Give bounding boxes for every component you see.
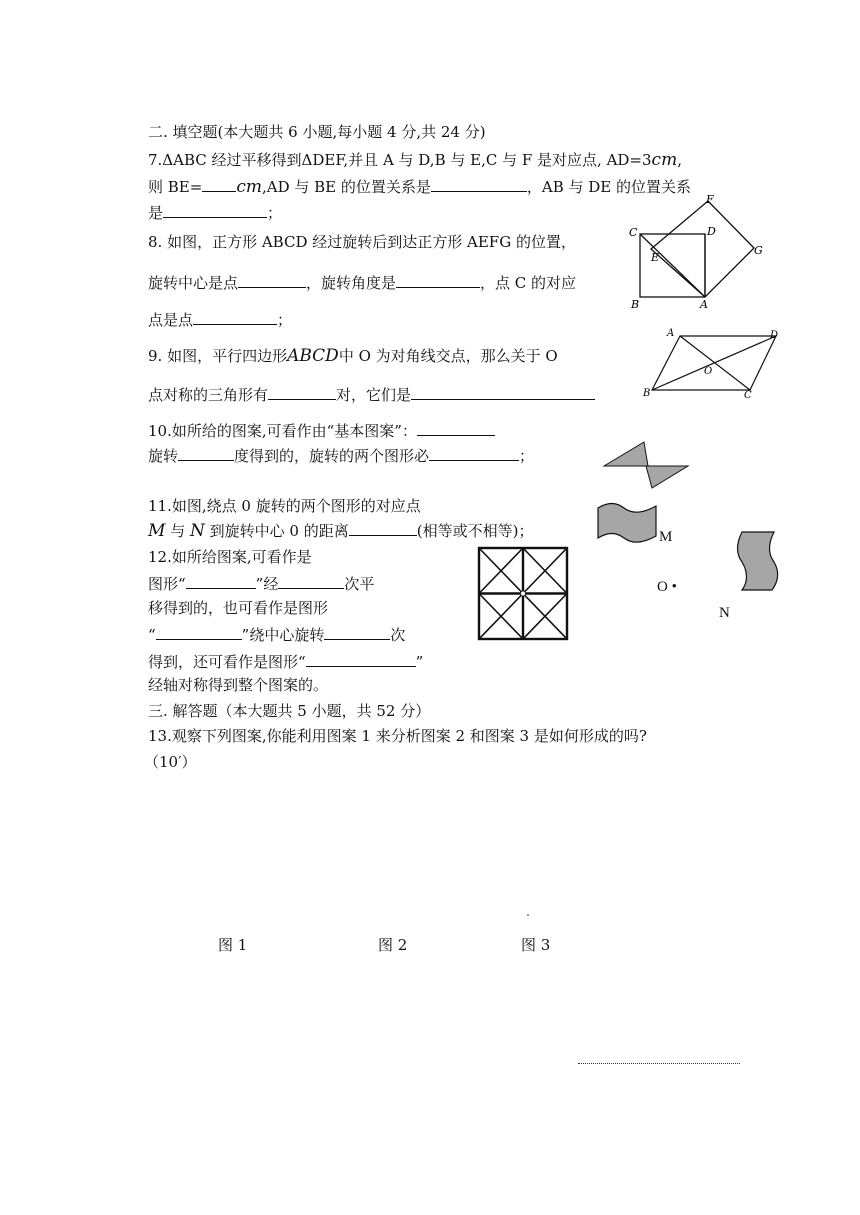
q10-line-1 xyxy=(148,420,495,441)
q11-flag-shape-m xyxy=(594,500,660,546)
q7-unit-2: cm xyxy=(236,177,262,197)
q8-center-blank[interactable] xyxy=(238,272,306,288)
q8-label-g: G xyxy=(754,244,763,257)
q12-translate-blank[interactable] xyxy=(278,573,344,589)
q9-label-d: D xyxy=(770,330,779,341)
q7-ab-de-label: ，AB 与 DE 的位置关系 xyxy=(526,178,692,196)
q12-translate-label: 次平 xyxy=(344,575,375,593)
q9-label-a: A xyxy=(667,328,675,339)
section-2-heading: 二. 填空题(本大题共 6 小题,每小题 4 分,共 24 分) xyxy=(148,123,486,141)
q12-shape-blank[interactable] xyxy=(186,573,256,589)
q10-rotate-label: 旋转 xyxy=(148,447,179,465)
q7-line-2 xyxy=(148,176,691,197)
q9-line-1 xyxy=(148,346,558,366)
q13-line-1: 13.观察下列图案,你能利用图案 1 来分析图案 2 和图案 3 是如何形成的吗? xyxy=(148,727,647,745)
q12-line-2 xyxy=(148,573,374,594)
section-3-heading: 三. 解答题（本大题共 5 小题，共 52 分） xyxy=(148,702,431,720)
q9-count-label: 点对称的三角形有 xyxy=(148,386,269,404)
q8-center-label: 旋转中心是点 xyxy=(148,274,239,292)
q7-be-blank[interactable] xyxy=(202,176,236,192)
q10-line-2 xyxy=(148,445,534,466)
q11-options: (相等或不相等)； xyxy=(416,522,534,540)
q8-angle-label: ，旋转角度是 xyxy=(306,274,397,292)
q10-basic-blank[interactable] xyxy=(417,420,495,436)
q8-label-d: D xyxy=(707,225,716,238)
q8-angle-blank[interactable] xyxy=(396,272,480,288)
q12-line-3: 移得到的，也可看作是图形 xyxy=(148,599,329,617)
q12-via-label: ”经 xyxy=(255,575,279,593)
q7-end: ； xyxy=(267,204,283,222)
q11-distance-label: 到旋转中心 0 的距离 xyxy=(209,522,349,540)
q12-line-6: 经轴对称得到整个图案的。 xyxy=(148,676,329,694)
q12-shape-label: 图形“ xyxy=(148,575,186,593)
q11-distance-blank[interactable] xyxy=(349,520,417,536)
q12-quote-close: ” xyxy=(415,653,424,671)
stray-dot xyxy=(527,914,529,916)
q12-rotate-blank[interactable] xyxy=(324,624,390,640)
q12-shape2-blank[interactable] xyxy=(156,624,242,640)
q8-label-f: F xyxy=(706,193,714,206)
q11-label-n: N xyxy=(719,605,730,621)
q12-rotate-label: ”绕中心旋转 xyxy=(241,626,325,644)
q8-label-c: C xyxy=(629,226,638,239)
q8-end: ； xyxy=(277,311,293,329)
q7-shi: 是 xyxy=(148,204,164,222)
q12-shape3-blank[interactable] xyxy=(306,651,416,667)
q9-abcd: ABCD xyxy=(287,346,339,366)
q8-line-3 xyxy=(148,309,292,330)
q8-rotated-squares-figure xyxy=(628,192,768,312)
q11-line-1: 11.如图,绕点 0 旋转的两个图形的对应点 xyxy=(148,497,421,515)
q9-label-c: C xyxy=(744,390,752,401)
footer-dotted-line xyxy=(578,1063,740,1064)
q11-label-m: M xyxy=(659,529,673,545)
q11-m: M xyxy=(148,521,166,541)
q9-which-blank[interactable] xyxy=(411,384,595,400)
q12-line-4 xyxy=(148,624,405,645)
q8-label-a: A xyxy=(700,298,708,311)
q10-must-label: 度得到的，旋转的两个图形必 xyxy=(234,447,430,465)
q13-figure-2-label: 图 2 xyxy=(378,936,408,954)
q9-text-b: 中 O 为对角线交点，那么关于 O xyxy=(338,347,558,365)
q7-ab-de-blank[interactable] xyxy=(163,202,267,218)
q7-line-1 xyxy=(148,150,682,170)
q10-must-blank[interactable] xyxy=(429,445,519,461)
q12-quote-open: “ xyxy=(148,626,156,644)
q7-comma: , xyxy=(677,151,682,169)
q7-text: 7.ΔABC 经过平移得到ΔDEF,并且 A 与 D,B 与 E,C 与 F 是对应点, AD=3 xyxy=(148,151,652,169)
q7-ad-be-blank[interactable] xyxy=(431,176,527,192)
q8-point-blank[interactable] xyxy=(193,309,277,325)
q11-flag-shape-n xyxy=(736,528,780,594)
q8-corresponding-label: ，点 C 的对应 xyxy=(480,274,577,292)
q11-and: 与 xyxy=(170,522,186,540)
q7-ad-be-label: ,AD 与 BE 的位置关系是 xyxy=(261,178,431,196)
q8-label-b: B xyxy=(631,298,640,311)
q8-label-e: E xyxy=(651,251,660,264)
q11-line-2 xyxy=(148,520,533,541)
q11-n: N xyxy=(190,521,205,541)
q12-line-1: 12.如所给图案,可看作是 xyxy=(148,548,312,566)
q8-point-label: 点是点 xyxy=(148,311,194,329)
q12-line-5 xyxy=(148,651,423,672)
q7-be-label: 则 BE= xyxy=(148,178,203,196)
q9-line-2 xyxy=(148,384,595,405)
q9-label-b: B xyxy=(643,388,651,399)
q9-text-a: 9. 如图，平行四边形 xyxy=(148,347,288,365)
q13-figure-1-label: 图 1 xyxy=(218,936,248,954)
q10-text: 10.如所给的图案,可看作由“基本图案”： xyxy=(148,422,417,440)
q13-figure-3-label: 图 3 xyxy=(521,936,551,954)
q12-times-label: 次 xyxy=(390,626,406,644)
q10-end: ； xyxy=(519,447,535,465)
q7-line-3 xyxy=(148,202,282,223)
q12-grid-pattern-figure xyxy=(476,545,570,643)
q9-parallelogram-figure xyxy=(640,326,780,402)
q12-also-label: 得到，还可看作是图形“ xyxy=(148,653,306,671)
q7-unit: cm xyxy=(651,150,678,170)
q8-line-2 xyxy=(148,272,576,293)
q8-line-1: 8. 如图，正方形 ABCD 经过旋转后到达正方形 AEFG 的位置， xyxy=(148,233,576,251)
q11-label-o: O • xyxy=(657,579,677,595)
q9-label-o: O xyxy=(704,366,713,377)
q9-which-label: 对，它们是 xyxy=(336,386,412,404)
q10-bowtie-figure xyxy=(600,436,692,492)
q13-line-2: （10′） xyxy=(144,753,197,771)
q10-degree-blank[interactable] xyxy=(178,445,234,461)
q9-count-blank[interactable] xyxy=(268,384,336,400)
